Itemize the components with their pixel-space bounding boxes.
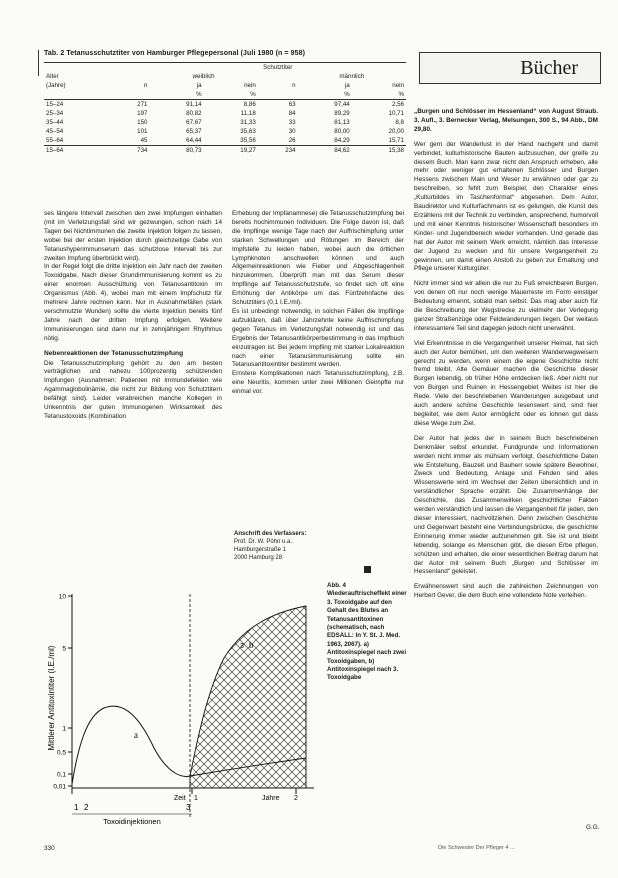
y-tick-label: 0,01: [53, 783, 66, 791]
book-title: „Burgen und Schlösser im Hessenland“ von August Straub. 3. Aufl., 3. Bernecker Verlag, Melsungen, 300 S., 94 Abb., DM 29,80.: [414, 108, 598, 133]
table-cell: 25–34: [46, 110, 64, 117]
header-cell: ja: [196, 82, 202, 89]
table-cell: 26: [288, 137, 296, 144]
table-cell: 63: [288, 101, 296, 108]
paragraph: Viel Erkenntnisse in die Vergangenheit unserer Heimat, hat sich auch der Autor bemühen, um den weiteren Wanderwegweisern gerecht zu werden, wenn einem die eigene Geschichte nicht fremd bleibt. Alte Gemäuer machen die Geschichte dieser Burgen lebendig, ob früher Höhe entdecken ließ. Aber nicht nur von Burgen und Ruinen in Hessengebiet Weites ist hier die Rede. Viele der beschriebenen Wanderungen ausgebaut und auch andere schöne Geschichte lesenswert sind, sind hier begleitet, wie dem Autor ermöglicht oder es lohnen gut dass diese Wege zum Ziel.: [414, 339, 598, 427]
table-cell: 19,27: [204, 146, 258, 156]
header-cell: %: [204, 90, 258, 100]
table-cell: 64,44: [186, 137, 202, 144]
author-line: Hamburgerstraße 1: [234, 547, 287, 553]
y-ticks: [53, 594, 72, 791]
table-cell: 15,38: [352, 146, 406, 156]
article-column-1: [44, 210, 222, 422]
curve-label-a: a: [134, 730, 138, 740]
table-cell: 81,13: [334, 119, 350, 126]
page-number: 330: [44, 845, 55, 852]
table-cell: 15–64: [44, 146, 110, 156]
table-cell: 65,37: [186, 128, 202, 135]
table-cell: 84: [288, 110, 296, 117]
header-cell: %: [352, 90, 406, 100]
author-line: 2000 Hamburg 28: [234, 555, 283, 561]
col-weiblich: weiblich: [192, 73, 215, 80]
paragraph: Wer gern der Wanderlust in der Hand nachgeht und damit verbindet, kulturhistorische Bauten aufzusuchen, der greife zu diesem Buch. Man kann zwar nicht den Anspruch erheben, alle mehr oder weniger gut erhaltenen Schlösser und Burgen Hessens zwischen Main und Weser zu erwähnen oder gar zu beschreiben, so fehlt zum Beispiel, den Charakter eines „Kulturbildes im Taschenformat“ abgesehen. Dem Autor, Baudirektor und Kulturfachmann ist es gelungen, die Kunst des Erzählens mit der Technik zu verbinden, ansprechend, humorvoll und mit einer Kenntnis historischer Wissenschaft besonders im Kinder- und Jugendbereich wieder vorhanden. Und gerade das hat der Autor mit seinem Werk erreicht, nämlich das Interesse der Jugend zu wecken und für unsere Vergangenheit zu gewinnen, um damit einen Anstoß zu geben zur Erhaltung und Pflege unserer Kulturgüter.: [414, 140, 598, 273]
injection-mark-1: 1: [74, 803, 79, 812]
table-cell: 150: [137, 119, 148, 126]
header-cell: nein: [392, 82, 404, 89]
group-header: Schutztiter: [149, 63, 406, 73]
table-cell: 20,00: [388, 128, 404, 135]
y-tick-label: 0,1: [56, 771, 66, 779]
paragraph: Nicht immer sind wir allein die nur zu Fuß erreichbaren Burgen, von denen oft nur noch wenige Mauerreste im Form einstiger Bedeutung ernennt, sobald man selbst. Das mag aber auch für die Beschreibung der Wegstrecke zu vielmehr der Verlegung ganzer Straßenzüge oder Feldwanderungen liegen. Der weitaus interessantere Teil sind dagegen jedoch nicht unerwähnt.: [414, 280, 598, 332]
table-cell: 30: [288, 128, 296, 135]
books-heading: Bücher: [520, 57, 578, 79]
x-tick-2: 2: [294, 795, 298, 802]
table-cell: 734: [110, 146, 150, 156]
table-cell: 11,18: [240, 110, 256, 117]
table-row: [44, 136, 406, 146]
table-cell: 33: [288, 119, 296, 126]
table-body: [44, 100, 406, 146]
journal-footer: Die Schwester Der Pfleger 4 ...: [438, 845, 515, 851]
paragraph: ses längere Intervall zwischen den zwei Impfungen einhalten (mit im Verletzungsfall sind wir gezwungen, schon nach 14 Tagen bei Nichtimmunen die zweite Injektion folgen zu lassen, wobei bei der ersten Injektion durch gleichzeitige Gabe von Tetanushyperimmunserum das schutzlose Intervall bis zur zweiten Impfung überbrückt wird).: [44, 210, 222, 262]
table-cell: 2,56: [391, 101, 404, 108]
header-cell: (Jahre): [46, 82, 66, 89]
header-cell: %: [149, 90, 203, 100]
figure-caption: Abb. 4 Wiederauftrischeffekt einer 3. Toxoidgabe auf den Gehalt des Blutes an Tetanusantitoxinen (schematisch, nach EDSALL: In Y. St. J. Med. 1963, 2067). a) Antitoxinspiegel nach zwei Toxoidgaben, b) Antitoxinspiegel nach 3. Toxoidgabe: [327, 582, 407, 682]
y-tick-label: 5: [62, 645, 66, 653]
header-cell: n: [144, 82, 148, 89]
table-cell: 234: [258, 146, 298, 156]
author-address: [234, 530, 394, 562]
table-cell: 8,8: [395, 119, 404, 126]
header-cell: %: [298, 90, 352, 100]
y-axis-label: Mittlerer Antitoxintiter (I.E./ml): [47, 645, 56, 751]
paragraph: Erwähnenswert sind auch die zahlreichen Zeichnungen von Herbert Gever, die dem Buch eine vollendete Note verleihen.: [414, 583, 598, 600]
table-cell: 35,63: [240, 128, 256, 135]
tetanus-titer-table: [44, 62, 406, 155]
table-total-row: [44, 146, 406, 156]
article-column-2: [232, 210, 404, 397]
end-mark: [364, 566, 371, 573]
books-section-header: [419, 52, 601, 84]
table-title: Tab. 2 Tetanusschutztiter von Hamburger Pflegepersonal (Juli 1980 (n = 958): [44, 50, 306, 57]
table-cell: 97,44: [334, 101, 350, 108]
paragraph: Erhebung der Impfanamnese) die Tetanusschutzimpfung bei bereits hochimmunen Individuen. Die Folge davon ist, daß die Impflinge wenige Tage nach der Auffrischimpfung unter starken Schwellungen und Rötungen im Bereich der Impfstelle zu leiden haben, wobei auch die örtlichen Lymphknoten anschwellen können und auch Allgemeinreaktionen wie Fieber und Abgeschlagenheit hinzukommen. Überprüft man mit das Serum dieser Impflinge auf Tetanusschutzstufe, so findet sich oft eine Erhöhung der Antikörpe um das Fünfzehnfache des Schutztiters (0,1 I.E./ml).: [232, 210, 404, 307]
table-row: [44, 100, 406, 110]
author-line: Prof. Dr. W. Pöhn u.a.: [234, 539, 293, 545]
col-maennlich: männlich: [339, 73, 365, 80]
table-cell: 84,29: [334, 137, 350, 144]
header-cell: ja: [344, 82, 350, 89]
col-alter: Alter: [46, 73, 59, 80]
y-tick-label: 1: [62, 725, 66, 733]
table-cell: 80,00: [334, 128, 350, 135]
table-cell: 45–54: [46, 128, 64, 135]
table-cell: 31,33: [240, 119, 256, 126]
paragraph: Ernstere Komplikationen nach Tetanusschutzimpfung, z.B. eine Neuritis, kommen unter zwei Millionen Geimpfte nur einmal vor.: [232, 370, 404, 396]
table-cell: 80,73: [149, 146, 203, 156]
curve-label-b: b: [249, 640, 254, 650]
table-cell: 80,82: [186, 110, 202, 117]
paragraph: Die Tetanusschutzimpfung gehört zu den am besten verträglichen und nahezu 100prozentig schützenden Impfungen (Ausnahmen: Patienten mit Immundefekten wie Agammaglobulinämie, die nicht zur Bildung von Schutztitern befähigt sind). Leider verabreichen manche Kollegen in Unkenntnis der guten Immunogenen Wirksamkeit des Tetanustoxoids (Kombination: [44, 359, 222, 420]
table-cell: 197: [137, 110, 148, 117]
injection-mark-2: 2: [84, 803, 89, 812]
x-axis-label: Toxoidinjektionen: [103, 817, 161, 826]
table-row: [44, 109, 406, 118]
book-review-column: [414, 108, 598, 607]
section-heading: Nebenreaktionen der Tetanusschutzimpfung: [44, 349, 184, 357]
table-row: [44, 127, 406, 136]
paragraph: In der Regel folgt die dritte Injektion ein Jahr nach der zweiten Toxoidgabe. Nach dieser Grundimmunisierung kommt es zu einer enormen Ausschüttung von Tetanusantitoxin im Organismus (Abb. 4), wobei man mit einem Impfschutz für mehrere Jahre rechnen kann. Nur in Ausnahmefällen (stark verschmutzte Wunden) sollte die vierte Injektion bereits fünf Jahre nach der dritten Impfung erfolgen. Weitere Immunisierungen sind dann nur in zehnjährigem Rhythmus nötig.: [44, 263, 222, 342]
table-cell: 101: [137, 128, 148, 135]
table-cell: 15–24: [46, 101, 64, 108]
table-cell: 35–44: [46, 119, 64, 126]
y-tick-label: 10: [58, 593, 66, 601]
header-cell: nein: [244, 82, 256, 89]
x-label-zeit: Zeit: [174, 795, 186, 802]
paragraph: Der Autor hat jedes der in seinem Buch beschriebenen Denkmäler selbst erkundet. Fundgrunde und Informationen werden nicht immer als mühsam verfolgt. Geschichtliche Daten wie Entstehung, Bauzeit und Bauherr sowie spätere Bewohner, Zweck und Bedeutung, Anlage und Fehden sind alles Wissenswerte wird im Wechsel der Zeiten übersichtlich und in verständlicher Sprache erzählt. Die Zusammenhänge der Geschichte, das Zusammenwirken geschichtlicher Fakten werden verständlich und lassen die Vergangenheit für jeden, den dieser interessiert, nachvollziehen. Denn zwischen Geschichte und Gegenwart besteht eine Verbindungsbrücke, die geschichte Erinnerung immer wieder aufzunehmen gilt. Sie ist und bleibt lebendig, solange es Menschen gibt, die diesen Erbe pflegen, schützen und erhalten, die einer wesentlichen Beitrag darum hat der Autor mit seinem Buch „Burgen und Schlösser im Hessenland“ geleistet.: [414, 434, 598, 576]
table-cell: 8,86: [243, 101, 256, 108]
header-cell: n: [292, 82, 296, 89]
injection-mark-3: 3: [186, 803, 191, 812]
x-label-jahre: Jahre: [262, 795, 280, 802]
author-heading: Anschrift des Verfassers:: [234, 531, 307, 537]
table-cell: 84,62: [298, 146, 352, 156]
table-cell: 45: [140, 137, 148, 144]
antitoxin-figure: [44, 588, 320, 834]
y-tick-label: 0,5: [56, 749, 66, 757]
review-signature: G.G.: [586, 824, 600, 831]
x-tick-1: 1: [194, 795, 198, 802]
paragraph: Es ist unbedingt notwendig, in solchen Fällen die Impflinge aufzuklären, daß über Jahrzehnte keine Auffrischimpfung gegen Tetanus im Verletzungsfall notwendig ist und das Ergebnis der Tetanusantikörperbestimmung in das Impfbuch einzutragen ist. Bei jedem Impfling mit starker Lokalreaktion nach einer Tetanusimmunisierung sollte ein Tetanusantitoxintiter bestimmt werden.: [232, 307, 404, 369]
curve-mark-b: 3: [240, 643, 244, 650]
table-row: [44, 118, 406, 127]
table-cell: 89,29: [334, 110, 350, 117]
table-cell: 271: [137, 101, 148, 108]
table-cell: 10,71: [388, 110, 404, 117]
table-cell: 91,14: [186, 101, 202, 108]
table-cell: 55–64: [46, 137, 64, 144]
table-cell: 35,56: [240, 137, 256, 144]
margin-mark: [38, 50, 39, 76]
curve-a: [72, 706, 190, 784]
table-cell: 15,71: [388, 137, 404, 144]
table-cell: 67,67: [186, 119, 202, 126]
